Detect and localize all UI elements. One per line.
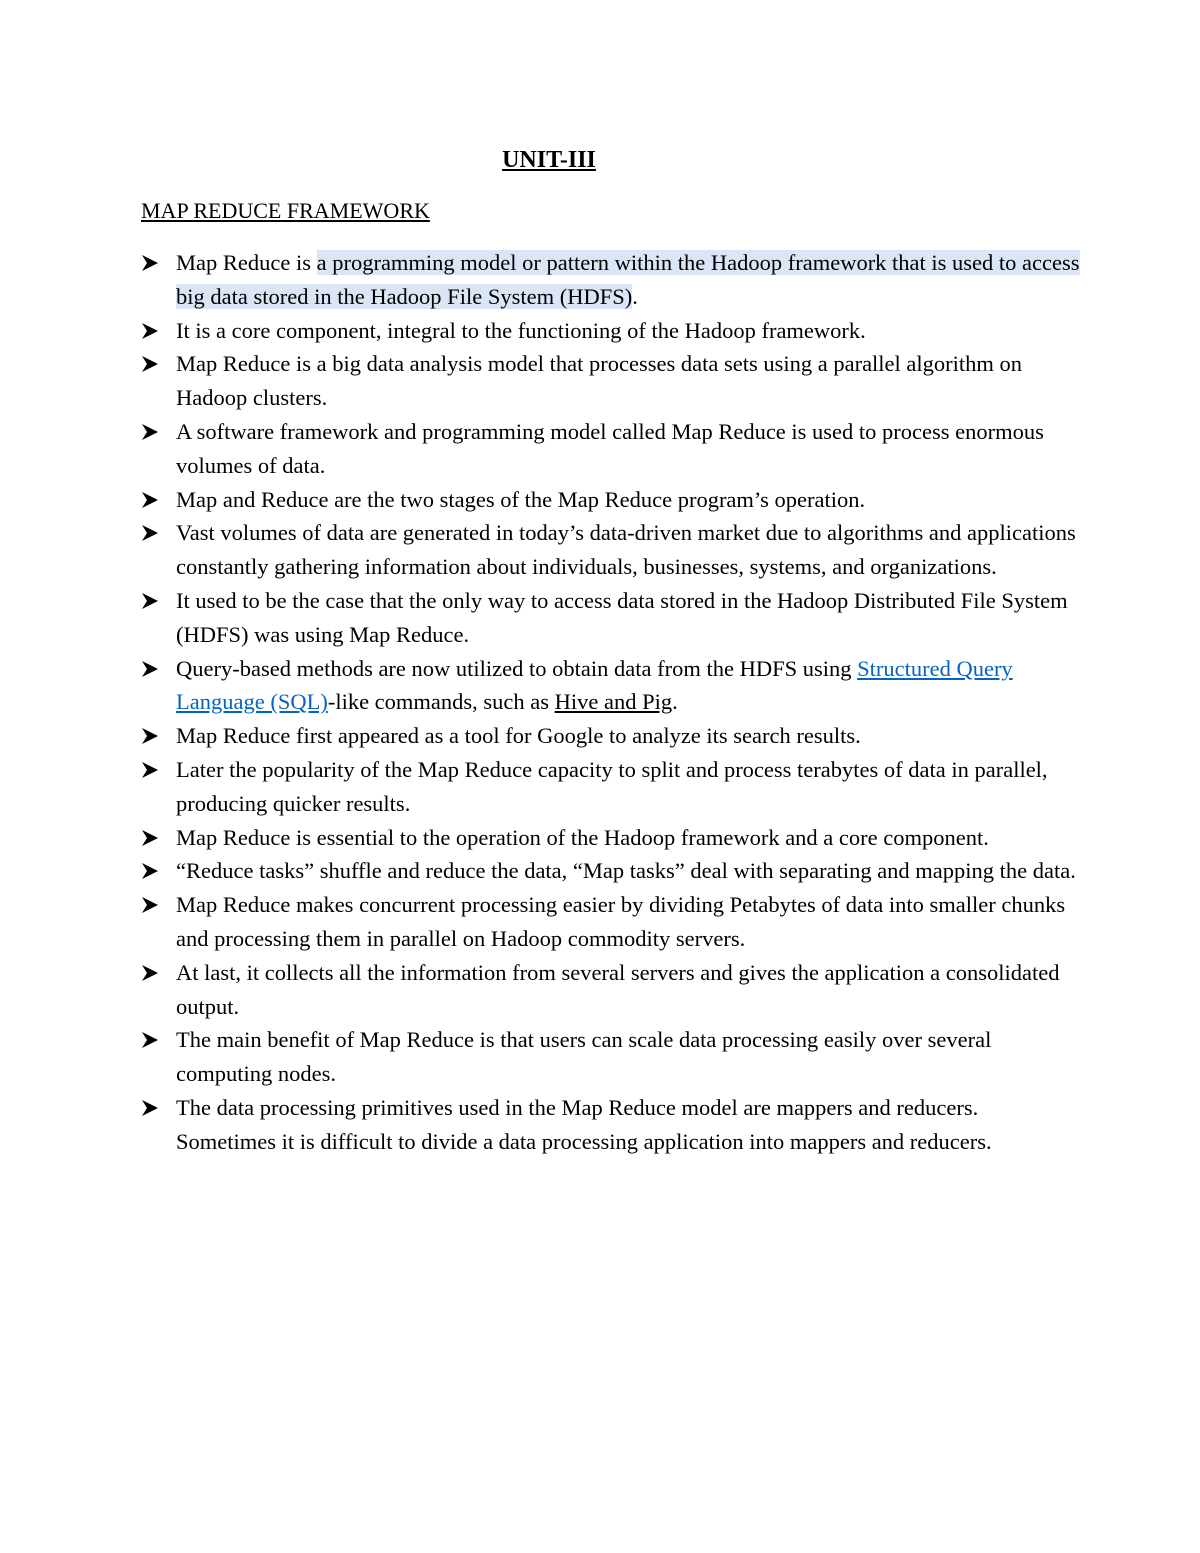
section-heading: MAP REDUCE FRAMEWORK: [141, 198, 430, 223]
arrowhead-bullet-icon: [141, 592, 159, 610]
bullet-item-16: [141, 1091, 1081, 1159]
bullet-item-6: [141, 516, 1081, 584]
bullet-item-5: [141, 483, 1081, 517]
bullet-13-text: Map Reduce makes concurrent processing easier by dividing Petabytes of data into smaller chunks and processing them in parallel on Hadoop commodity servers.: [176, 892, 1066, 951]
bullet-2-text: It is a core component, integral to the functioning of the Hadoop framework.: [176, 317, 866, 343]
arrowhead-bullet-icon: [141, 660, 159, 678]
bullet-8-middle: -like commands, such as: [327, 689, 555, 715]
bullet-list: [141, 246, 1081, 1159]
arrowhead-bullet-icon: [141, 423, 159, 441]
unit-title: UNIT-III: [502, 147, 596, 173]
bullet-8-tail: .: [672, 689, 678, 715]
bullet-item-4: [141, 415, 1081, 483]
bullet-6-text: Vast volumes of data are generated in today’s data-driven market due to algorithms and applications constantly gathering information about individuals, businesses, systems, and organizations.: [176, 520, 1076, 580]
arrowhead-bullet-icon: [141, 862, 159, 880]
bullet-item-11: [141, 821, 1081, 855]
bullet-item-13: [141, 888, 1081, 956]
hive-and-pig-text: Hive and Pig: [554, 689, 673, 715]
bullet-item-7: [141, 584, 1081, 652]
arrowhead-bullet-icon: [141, 1031, 159, 1049]
bullet-item-12: [141, 854, 1081, 888]
bullet-1-lead: Map Reduce is: [176, 250, 317, 275]
bullet-3-text: Map Reduce is a big data analysis model that processes data sets using a parallel algorithm on Hadoop clusters.: [176, 351, 1023, 411]
bullet-item-9: [141, 719, 1081, 753]
arrowhead-bullet-icon: [141, 355, 159, 373]
bullet-7-text: It used to be the case that the only way to access data stored in the Hadoop Distributed File System (HDFS) was using Map Reduce.: [176, 587, 1068, 647]
bullet-1-highlighted-text: a programming model or pattern within the Hadoop framework that is used to access big data stored in the Hadoop File System (HDFS): [176, 250, 1080, 309]
bullet-1-tail: .: [632, 283, 638, 309]
bullet-item-15: [141, 1023, 1081, 1091]
arrowhead-bullet-icon: [141, 1099, 159, 1117]
arrowhead-bullet-icon: [141, 964, 159, 982]
arrowhead-bullet-icon: [141, 254, 159, 272]
sql-link[interactable]: Structured Query Language (SQL): [176, 655, 1013, 715]
bullet-16-text: The data processing primitives used in the Map Reduce model are mappers and reducers. Sometimes it is difficult to divide a data processing application into mappers and reducers.: [176, 1094, 992, 1154]
arrowhead-bullet-icon: [141, 491, 159, 509]
bullet-5-text: Map and Reduce are the two stages of the Map Reduce program’s operation.: [176, 486, 866, 512]
bullet-item-14: [141, 956, 1081, 1024]
bullet-12-text: “Reduce tasks” shuffle and reduce the data, “Map tasks” deal with separating and mapping the data.: [176, 858, 1076, 884]
arrowhead-bullet-icon: [141, 761, 159, 779]
bullet-10-text: Later the popularity of the Map Reduce capacity to split and process terabytes of data in parallel, producing quicker results.: [176, 756, 1048, 816]
bullet-item-8: [141, 652, 1081, 720]
arrowhead-bullet-icon: [141, 524, 159, 542]
bullet-4-text: A software framework and programming model called Map Reduce is used to process enormous volumes of data.: [176, 418, 1044, 478]
bullet-15-text: The main benefit of Map Reduce is that users can scale data processing easily over several computing nodes.: [176, 1027, 992, 1087]
bullet-item-1: [141, 246, 1081, 314]
bullet-11-text: Map Reduce is essential to the operation of the Hadoop framework and a core component.: [176, 824, 989, 850]
bullet-14-text: At last, it collects all the information from several servers and gives the application a consolidated output.: [176, 959, 1060, 1019]
bullet-item-10: [141, 753, 1081, 821]
arrowhead-bullet-icon: [141, 322, 159, 340]
bullet-8-lead: Query-based methods are now utilized to obtain data from the HDFS using: [176, 655, 858, 681]
arrowhead-bullet-icon: [141, 829, 159, 847]
arrowhead-bullet-icon: [141, 896, 159, 914]
bullet-9-text: Map Reduce first appeared as a tool for Google to analyze its search results.: [176, 723, 861, 749]
bullet-item-2: [141, 314, 1081, 348]
arrowhead-bullet-icon: [141, 727, 159, 745]
bullet-item-3: [141, 347, 1081, 415]
